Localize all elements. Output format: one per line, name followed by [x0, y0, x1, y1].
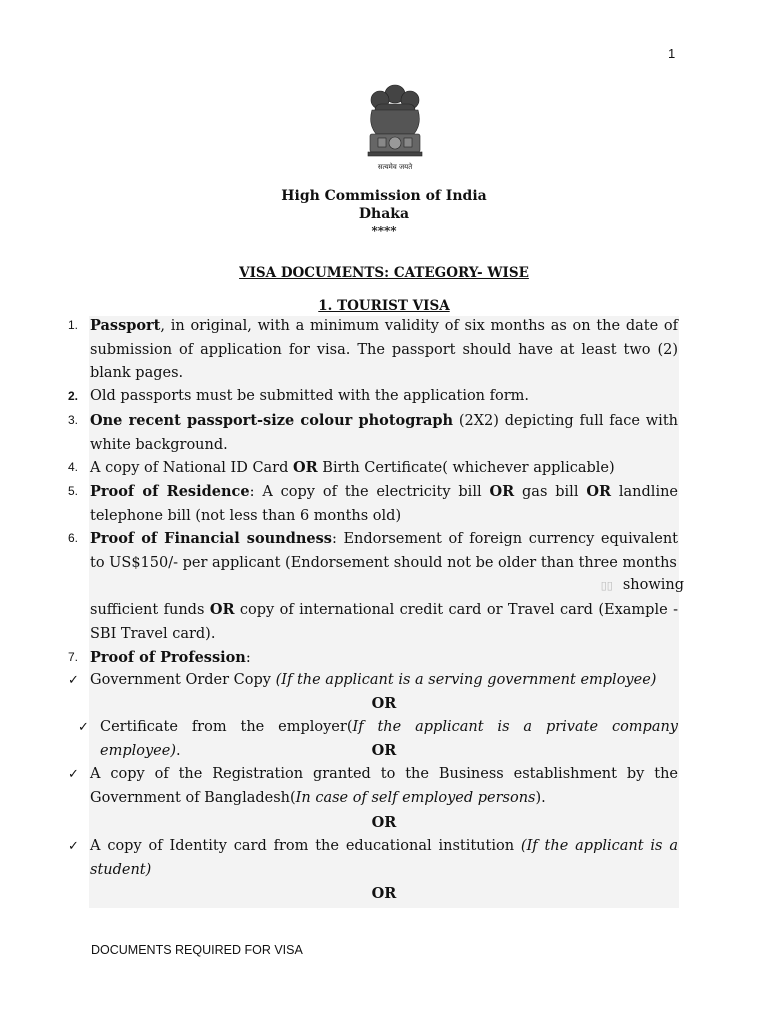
or-separator: OR: [371, 742, 397, 759]
emblem-motto: सत्यमेव जयते: [377, 163, 413, 171]
check-text: .: [176, 742, 181, 759]
check-text: Government Order Copy: [90, 672, 276, 688]
item-number: 2.: [68, 389, 79, 403]
item-bold: Proof of Financial soundness: [90, 530, 332, 547]
list-item: [90, 314, 678, 386]
document-title: VISA DOCUMENTS: CATEGORY- WISE: [239, 265, 529, 281]
check-mark-icon: ✓: [68, 767, 79, 782]
check-italic: In case of self employed persons: [295, 789, 536, 806]
header-line-1: High Commission of India: [281, 188, 487, 204]
item-number: 5.: [68, 484, 79, 498]
item-text: A copy of National ID Card: [90, 460, 293, 476]
check-italic: (If the applicant is a serving government employee): [275, 672, 657, 688]
check-mark-icon: ✓: [68, 673, 79, 688]
item-bold: Passport: [90, 317, 161, 334]
list-item-continued: [90, 598, 678, 646]
item-number: 1.: [68, 318, 79, 332]
item-text: gas bill: [514, 484, 587, 500]
list-item-continued: [601, 574, 684, 598]
check-mark-icon: ✓: [78, 720, 89, 735]
check-text: Certificate from the employer(: [100, 719, 353, 735]
header-line-2: Dhaka: [358, 206, 410, 222]
item-text: Birth Certificate( whichever applicable): [317, 460, 615, 476]
check-text: A copy of the Registration granted to the Business establishment by the Government of Bangladesh(: [90, 766, 678, 806]
item-bold: Proof of Residence: [90, 483, 250, 500]
or-word: OR: [586, 483, 612, 500]
check-text: ).: [535, 789, 546, 806]
item-text: Old passports must be submitted with the application form.: [90, 388, 530, 404]
page-number: 1: [668, 46, 676, 61]
item-number: 3.: [68, 413, 79, 427]
list-item: [90, 527, 678, 575]
check-text: A copy of Identity card from the educational institution: [90, 838, 521, 854]
list-item: [90, 456, 678, 481]
list-item: [90, 385, 678, 409]
or-separator: OR: [371, 695, 397, 712]
item-text: (2X2) depicting full face with white background.: [90, 413, 678, 453]
item-bold: One recent passport-size colour photograph: [90, 412, 454, 429]
item-text: : Endorsement of foreign currency equivalent to US$150/- per applicant (Endorsement should not be older than three months: [90, 531, 678, 571]
or-separator: OR: [371, 885, 397, 902]
list-item: [90, 409, 678, 457]
check-italic: (If the applicant is a student): [90, 838, 678, 878]
or-word: OR: [489, 483, 515, 500]
item-text: showing: [622, 577, 684, 593]
header-stars: ****: [371, 224, 397, 238]
item-number: 4.: [68, 460, 79, 474]
item-text: , in original, with a minimum validity of six months as on the date of submission of application for visa. The passport should have at least two (2) blank pages.: [90, 318, 678, 382]
check-item: [90, 669, 678, 693]
check-item: [90, 763, 678, 810]
item-text: :: [245, 650, 251, 666]
item-text: copy of international credit card or Travel card (Example - SBI Travel card).: [90, 602, 678, 642]
item-number: 7.: [68, 650, 79, 664]
page-footer: DOCUMENTS REQUIRED FOR VISA: [91, 943, 303, 957]
item-bold: Proof of Profession: [90, 649, 246, 666]
check-italic: If the applicant is a private company employee): [100, 719, 678, 759]
or-word: OR: [209, 601, 235, 618]
item-text: sufficient funds: [90, 602, 210, 618]
national-emblem-icon: [362, 80, 428, 174]
list-item: [90, 480, 678, 528]
check-mark-icon: ✓: [68, 839, 79, 854]
section-heading: 1. TOURIST VISA: [318, 298, 450, 314]
check-item: [90, 835, 678, 882]
list-item: [90, 646, 678, 671]
item-text: : A copy of the electricity bill: [249, 484, 490, 500]
missing-glyph: ▯▯: [600, 579, 613, 592]
item-text: landline telephone bill (not less than 6 months old): [90, 484, 678, 524]
or-separator: OR: [371, 814, 397, 831]
or-word: OR: [293, 459, 318, 476]
item-number: 6.: [68, 531, 79, 545]
